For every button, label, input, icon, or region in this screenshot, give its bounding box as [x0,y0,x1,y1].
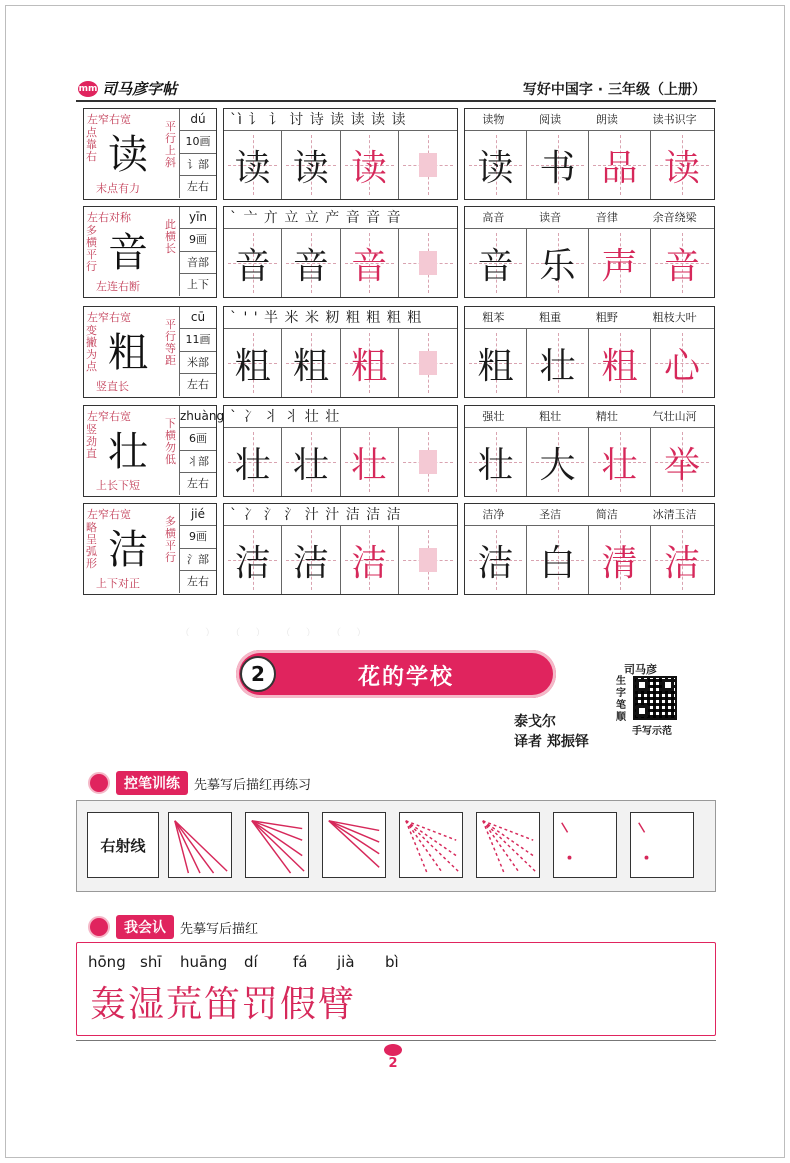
practice-cell[interactable] [399,526,457,594]
char-strokes: 10画 [180,131,216,153]
practice-cell[interactable] [341,229,399,297]
mascot-icon [88,772,110,794]
practice-cell[interactable] [224,526,282,594]
practice-cell[interactable] [282,131,340,199]
control-pen-tag: 控笔训练 [116,771,188,795]
char-pinyin: dú [180,109,216,131]
practice-cell[interactable] [282,526,340,594]
tip-left: 略呈弧形 [86,521,97,570]
bottom-divider [76,1040,716,1041]
stroke-practice-box [223,306,458,398]
char-tips [84,504,180,593]
page-badge-icon [384,1044,402,1056]
author-block [514,712,589,752]
practice-char: 音 [234,245,271,287]
practice-cell[interactable] [224,329,282,397]
stroke-order: `ì 讠 讠 讨 诗 读 读 读 读 [224,109,457,131]
practice-cell[interactable] [399,329,457,397]
char-pinyin: jié [180,504,216,526]
word-cell[interactable] [589,428,651,496]
word-cell[interactable] [465,526,527,594]
trace-char: 读 [351,147,388,189]
word-cell[interactable] [465,131,527,199]
big-char: 洁 [108,527,148,573]
word-list [465,307,714,329]
word-trace-char: 品 [601,147,638,189]
char-row [83,306,715,398]
word: 冰清玉洁 [652,508,697,521]
word-cell[interactable] [651,329,713,397]
word-practice-box [464,306,715,398]
practice-cell[interactable] [341,131,399,199]
word-practice-box [464,405,715,497]
trace-char: 音 [351,245,388,287]
char-meta [180,406,225,495]
word-char: 读 [477,147,514,189]
word-char: 白 [539,542,576,584]
tip-right: 多横平行 [165,515,176,564]
word-char: 音 [477,245,514,287]
practice-cell[interactable] [341,329,399,397]
char-strokes: 9画 [180,229,216,251]
word-trace-char: 心 [663,345,700,387]
shade-mark [419,251,437,275]
word: 强壮 [482,410,505,423]
word-trace-char: 举 [663,444,700,486]
tip-left: 竖劲直 [86,423,97,460]
tip-left: 多横平行 [86,224,97,273]
trace-char: 壮 [351,444,388,486]
char-info-box [83,503,217,595]
practice-char: 音 [292,245,329,287]
practice-char: 壮 [234,444,271,486]
control-pen-note: 先摹写后描红再练习 [194,777,312,793]
word: 气壮山河 [652,410,697,423]
word-char: 大 [539,444,576,486]
word: 精壮 [595,410,618,423]
char-pinyin: cū [180,307,216,329]
tip-top: 左右对称 [87,211,131,224]
word: 读物 [482,113,505,126]
control-pen-header [88,771,311,795]
word-cell[interactable] [589,526,651,594]
trace-char: 洁 [351,542,388,584]
word: 余音绕梁 [652,211,697,224]
qr-side-label: 生字笔顺 [616,676,626,723]
char-structure: 左右 [187,377,209,391]
lesson-banner [236,650,556,698]
word-trace-char: 洁 [663,542,700,584]
tip-right: 下横勿低 [165,417,176,466]
recognize-pinyin-row [88,953,415,971]
ray-box[interactable] [245,812,309,878]
practice-char: 读 [292,147,329,189]
shade-mark [419,153,437,177]
tip-bottom: 末点有力 [96,182,140,195]
practice-cell[interactable] [399,428,457,496]
word-list [465,109,714,131]
char-info-box [83,108,217,200]
practice-char: 粗 [234,345,271,387]
word-cell[interactable] [651,526,713,594]
qr-code-icon[interactable] [633,676,677,720]
book-title: 写好中国字 · 三年级（上册） [522,82,706,98]
char-strokes: 11画 [180,329,216,351]
trace-char: 粗 [351,345,388,387]
stroke-order: ` ' ' 半 米 米 籾 粗 粗 粗 粗 [224,307,457,329]
control-pen-label: 右射线 [87,812,159,878]
char-strokes: 9画 [180,526,216,548]
word: 朗读 [595,113,618,126]
big-char: 读 [108,132,148,178]
practice-cell[interactable] [341,428,399,496]
char-structure: 左右 [187,574,209,588]
word-char: 乐 [539,245,576,287]
word-cell[interactable] [527,526,589,594]
char-radical: 音部 [180,252,216,274]
pinyin: dí [244,953,258,971]
char-pinyin: zhuàng [180,406,216,428]
tip-bottom: 竖直长 [96,380,129,393]
word-char: 书 [539,147,576,189]
word: 粗重 [539,311,562,324]
stroke-order: ` 亠 亣 立 立 产 音 音 音 [224,207,457,229]
word-char: 壮 [539,345,576,387]
pinyin: fá [293,953,308,971]
practice-char: 粗 [292,345,329,387]
char-structure: 左右 [187,476,209,490]
char-radical: 讠部 [180,154,216,176]
practice-char: 壮 [292,444,329,486]
ray-box[interactable] [322,812,386,878]
char-info-box [83,306,217,398]
practice-char: 读 [234,147,271,189]
char-meta [180,504,216,593]
word-list [465,406,714,428]
word: 粗枝大叶 [652,311,697,324]
char-info-box [83,405,225,497]
word: 音律 [595,211,618,224]
brand [78,78,177,99]
word-cell[interactable] [589,131,651,199]
char-tips [84,406,180,495]
tip-right: 平行上斜 [165,120,176,169]
word-trace-char: 壮 [601,444,638,486]
stroke-practice-box [223,206,458,298]
recognize-chars: 轰湿荒笛罚假臂 [90,984,357,1025]
word-cell[interactable] [527,229,589,297]
page-header [76,76,716,102]
lesson-title: 花的学校 [357,665,454,690]
char-pinyin: yīn [180,207,216,229]
word: 简洁 [595,508,618,521]
tip-left: 点靠右 [86,126,97,163]
page-number: 2 [388,1056,398,1071]
word: 圣洁 [539,508,562,521]
big-char: 音 [108,230,148,276]
word-trace-char: 读 [663,147,700,189]
brand-name: 司马彦字帖 [102,80,178,98]
tip-top: 左窄右宽 [87,311,131,324]
practice-cell[interactable] [224,131,282,199]
word-cell[interactable] [651,428,713,496]
char-row [83,503,715,595]
char-meta [180,207,216,296]
ray-box[interactable] [630,812,694,878]
char-row [83,206,715,298]
char-row [83,108,715,200]
practice-cell[interactable] [282,428,340,496]
char-radical: 丬部 [180,451,216,473]
practice-cell[interactable] [224,428,282,496]
shade-mark [419,548,437,572]
word-cell[interactable] [465,428,527,496]
tip-top: 左窄右宽 [87,113,131,126]
stroke-practice-box [223,405,458,497]
ray-box[interactable] [476,812,540,878]
word-cell[interactable] [465,329,527,397]
tip-right: 平行等距 [165,318,176,367]
word: 读音 [539,211,562,224]
control-pen-band [76,800,716,892]
char-meta [180,307,216,396]
tip-top: 左窄右宽 [87,410,131,423]
char-radical: 米部 [180,352,216,374]
word-cell[interactable] [589,229,651,297]
translator: 译者 郑振铎 [514,734,589,750]
word: 粗壮 [539,410,562,423]
word-list [465,504,714,526]
word-trace-char: 音 [663,245,700,287]
char-row [83,405,715,497]
lesson-number: 2 [240,656,276,692]
tip-bottom: 左连右断 [96,280,140,293]
practice-cell[interactable] [282,229,340,297]
recognize-tag: 我会认 [116,915,174,939]
word: 粗苯 [482,311,505,324]
practice-cell[interactable] [224,229,282,297]
brand-logo-icon: mm [78,81,98,97]
word-practice-box [464,108,715,200]
word-char: 壮 [477,444,514,486]
ray-box[interactable] [553,812,617,878]
pinyin: bì [385,953,399,971]
stroke-order: ` 冫 氵 氵 汁 汁 洁 洁 洁 [224,504,457,526]
practice-cell[interactable] [399,131,457,199]
char-strokes: 6画 [180,428,216,450]
word: 洁净 [482,508,505,521]
practice-cell[interactable] [341,526,399,594]
word-cell[interactable] [651,131,713,199]
char-tips [84,207,180,296]
word-trace-char: 清 [601,542,638,584]
page-number-badge [382,1044,404,1074]
pinyin: shī [140,953,162,971]
tip-bottom: 上长下短 [96,479,140,492]
char-info-box [83,206,217,298]
char-structure: 上下 [187,277,209,291]
practice-cell[interactable] [282,329,340,397]
word: 阅读 [539,113,562,126]
word-list [465,207,714,229]
qr-caption: 手写示范 [632,726,672,737]
qr-brand: 司马彦 [624,663,657,676]
char-tips [84,307,180,396]
word-trace-char: 声 [601,245,638,287]
char-structure: 左右 [187,179,209,193]
big-char: 粗 [108,330,148,376]
pinyin: hōng [88,953,126,971]
word: 高音 [482,211,505,224]
author: 泰戈尔 [514,714,556,730]
word-practice-box [464,503,715,595]
stroke-practice-box [223,503,458,595]
mascot-icon [88,916,110,938]
shade-mark [419,351,437,375]
stroke-order: ` 冫 丬 丬 壮 壮 [224,406,457,428]
char-meta [180,109,216,198]
pinyin: jià [337,953,355,971]
word-cell[interactable] [651,229,713,297]
practice-cell[interactable] [399,229,457,297]
practice-char: 洁 [292,542,329,584]
tip-bottom: 上下对正 [96,577,140,590]
word-cell[interactable] [527,428,589,496]
char-radical: 氵部 [180,549,216,571]
ray-box[interactable] [399,812,463,878]
word-cell[interactable] [589,329,651,397]
recognize-note: 先摹写后描红 [180,921,259,937]
word: 粗野 [595,311,618,324]
shade-mark [419,450,437,474]
word-trace-char: 粗 [601,345,638,387]
word-cell[interactable] [527,131,589,199]
word: 读书识字 [652,113,697,126]
ray-box[interactable] [168,812,232,878]
stroke-practice-box [223,108,458,200]
practice-char: 洁 [234,542,271,584]
word-cell[interactable] [527,329,589,397]
char-tips [84,109,180,198]
faint-line: （ ） （ ） （ ） （ ） [180,628,373,636]
tip-right: 此横长 [165,218,176,255]
pinyin: huāng [180,953,228,971]
word-practice-box [464,206,715,298]
tip-left: 变撇为点 [86,324,97,373]
big-char: 壮 [108,429,148,475]
recognize-header [88,915,258,939]
word-char: 洁 [477,542,514,584]
tip-top: 左窄右宽 [87,508,131,521]
word-cell[interactable] [465,229,527,297]
word-char: 粗 [477,345,514,387]
